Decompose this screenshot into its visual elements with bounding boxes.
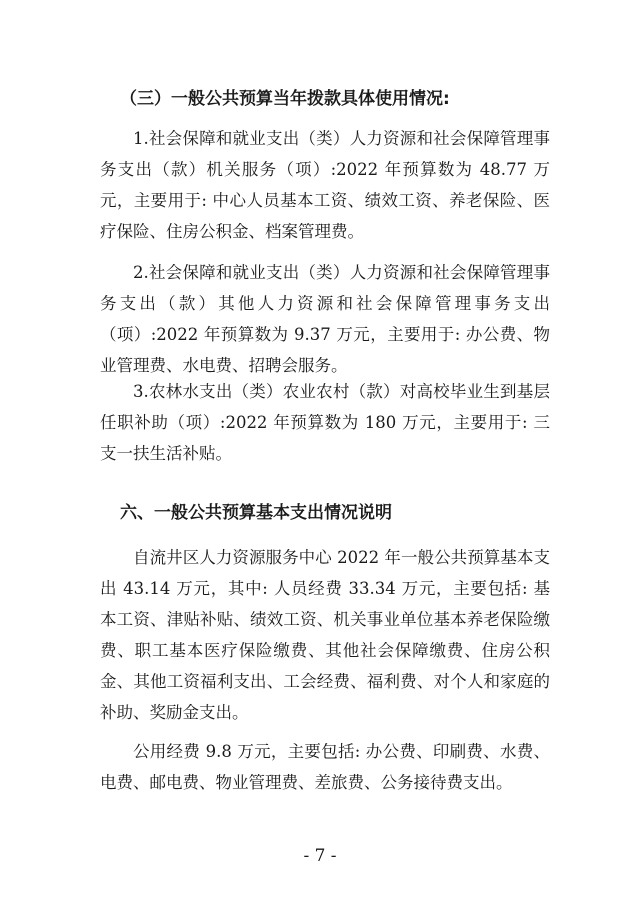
page-number: - 7 - <box>303 846 337 866</box>
section-6-heading: 六、一般公共预算基本支出情况说明 <box>120 503 392 523</box>
section-3-item-3: 3.农林水支出（类）农业农村（款）对高校毕业生到基层任职补助（项）:2022 年预算数为 180 万元，主要用于: 三支一扶生活补贴。 <box>100 382 550 463</box>
section-6-paragraph-1: 自流井区人力资源服务中心 2022 年一般公共预算基本支出 43.14 万元，其中: 人员经费 33.34 万元，主要包括: 基本工资、津贴补贴、绩效工资、机关事业单位基本养老保险缴费、职工基本医疗保险缴费、其他社会保障缴费、住房公积金、其他工资福利支出、工会经费、福利费、对个人和家庭的补助、奖励金支出。 <box>100 548 550 722</box>
section-3-heading: （三）一般公共预算当年拨款具体使用情况: <box>120 89 450 109</box>
section-3-item-2: 2.社会保障和就业支出（类）人力资源和社会保障管理事务支出（款）其他人力资源和社会保障管理事务支出（项）:2022 年预算数为 9.37 万元，主要用于: 办公费、物业管理费、水电费、招聘会服务。 <box>100 263 550 375</box>
section-6-paragraph-2: 公用经费 9.8 万元，主要包括: 办公费、印刷费、水费、电费、邮电费、物业管理费、差旅费、公务接待费支出。 <box>100 742 550 792</box>
section-3-item-1: 1.社会保障和就业支出（类）人力资源和社会保障管理事务支出（款）机关服务（项）:2022 年预算数为 48.77 万元，主要用于: 中心人员基本工资、绩效工资、养老保险、医疗保险、住房公积金、档案管理费。 <box>100 129 550 241</box>
